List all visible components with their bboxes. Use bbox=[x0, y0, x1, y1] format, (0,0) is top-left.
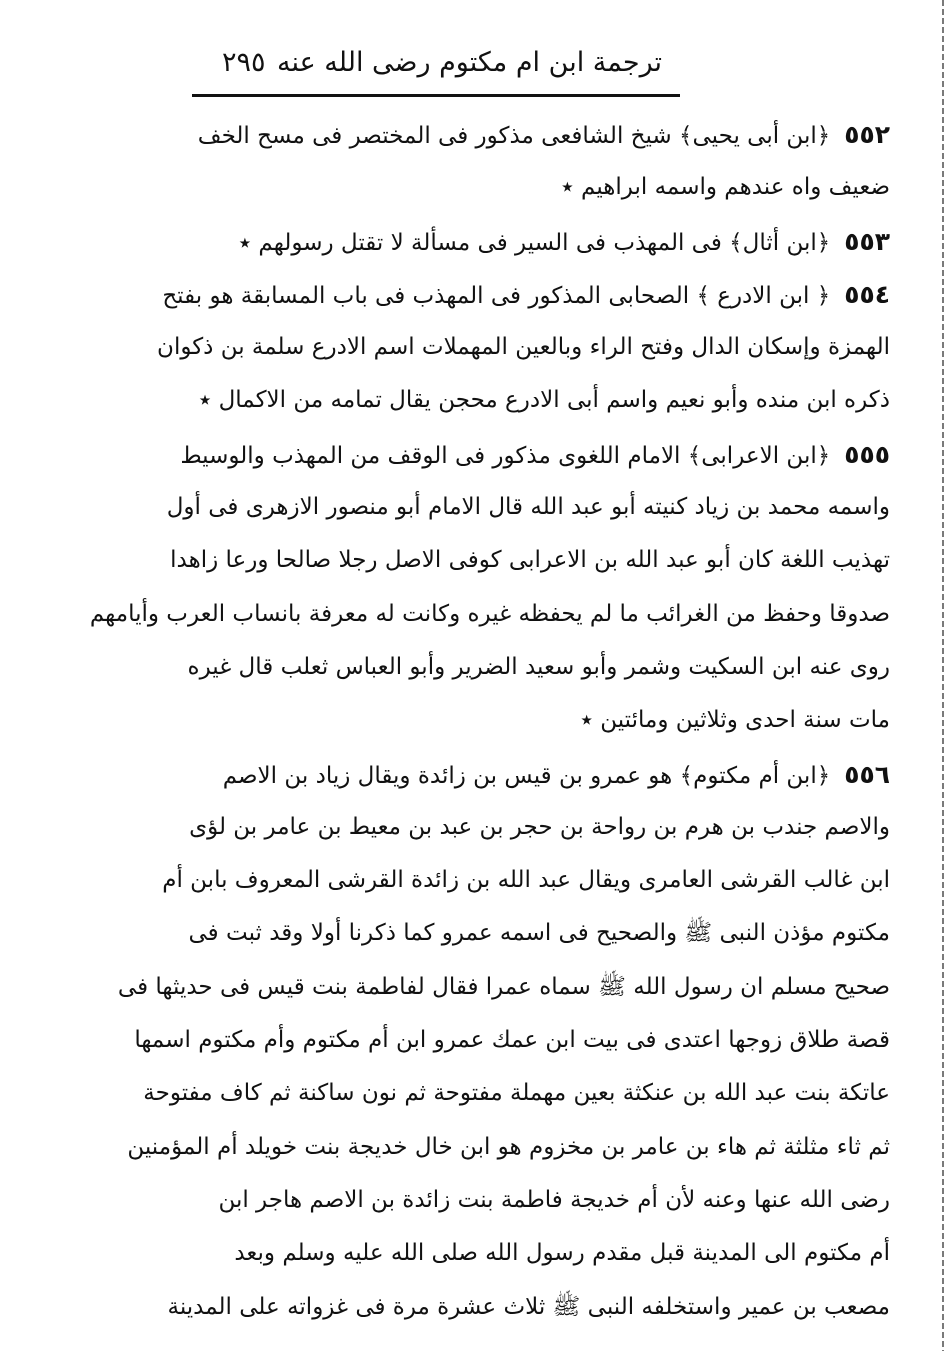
entry-number: ٥٥٤ bbox=[844, 279, 890, 309]
line-text: ﴿ابن أم مكتوم﴾ هو عمرو بن قيس بن زائدة ويقال زياد بن الاصم bbox=[222, 762, 831, 789]
entry-first-line bbox=[180, 108, 890, 161]
text-line bbox=[166, 481, 890, 534]
line-text: مصعب بن عمير واستخلفه النبى ﷺ ثلاث عشرة مرة فى غزواته على المدينة bbox=[167, 1293, 890, 1320]
entry-first-line bbox=[180, 748, 890, 801]
text-line bbox=[180, 641, 890, 694]
text-line bbox=[170, 534, 890, 587]
line-text: روى عنه ابن السكيت وشمر وأبو سعيد الضرير وأبو العباس ثعلب قال غيره bbox=[187, 653, 890, 680]
line-text: أم مكتوم الى المدينة قبل مقدم رسول الله صلى الله عليه وسلم وبعد bbox=[234, 1240, 890, 1267]
entry-number: ٥٥٢ bbox=[844, 120, 890, 149]
text-line bbox=[134, 1014, 890, 1067]
text-line bbox=[180, 1174, 890, 1227]
text-line bbox=[180, 1227, 890, 1280]
running-header bbox=[200, 38, 670, 88]
line-text: ثم ثاء مثلثة ثم هاء بن عامر بن مخزوم هو ابن خال خديجة بنت خويلد أم المؤمنين bbox=[127, 1133, 890, 1160]
line-text: ضعيف واه عندهم واسمه ابراهيم ٭ bbox=[561, 174, 890, 201]
header-title: ترجمة ابن ام مكتوم رضى الله عنه bbox=[276, 47, 662, 78]
line-text: عاتكة بنت عبد الله بن عنكثة بعين مهملة مفتوحة ثم نون ساكنة ثم كاف مفتوحة bbox=[143, 1080, 890, 1107]
entry-first-line bbox=[180, 215, 890, 268]
line-text: ابن غالب القرشى العامرى ويقال عبد الله بن زائدة القرشى المعروف بابن أم bbox=[162, 867, 890, 894]
line-text: ذكره ابن منده وأبو نعيم واسم أبى الادرع محجن يقال تمامه من الاكمال ٭ bbox=[198, 387, 890, 414]
line-text: ﴿ ابن الادرع ﴾ الصحابى المذكور فى المهذب فى باب المسابقة هو بفتح bbox=[162, 282, 831, 309]
line-text: صحيح مسلم ان رسول الله ﷺ سماه عمرا فقال لفاطمة بنت قيس فى حديثها فى bbox=[117, 973, 890, 1000]
text-line bbox=[180, 374, 890, 427]
line-text: ﴿ابن أبى يحيى﴾ شيخ الشافعى مذكور فى المختصر فى مسح الخف bbox=[197, 123, 831, 149]
entry-first-line bbox=[162, 268, 890, 321]
page-number: ٢٩٥ bbox=[222, 47, 266, 78]
line-text: قصة طلاق زوجها اعتدى فى بيت ابن عمك عمرو ابن أم مكتوم وأم مكتوم اسمها bbox=[134, 1027, 890, 1054]
text-line bbox=[162, 854, 890, 907]
entry-number: ٥٥٣ bbox=[844, 226, 890, 256]
line-text: صدوقا وحفظ من الغرائب ما لم يحفظه غيره وكانت له معرفة بانساب العرب وأيامهم bbox=[89, 600, 890, 627]
text-line bbox=[180, 907, 890, 960]
line-text: تهذيب اللغة كان أبو عبد الله بن الاعرابى كوفى الاصل رجلا صالحا ورعا زاهدا bbox=[170, 547, 890, 574]
line-text: واسمه محمد بن زياد كنيته أبو عبد الله قال الامام أبو منصور الازهرى فى أول bbox=[166, 494, 890, 521]
text-line bbox=[180, 801, 890, 854]
header-rule bbox=[192, 94, 680, 97]
entry-first-line bbox=[180, 428, 890, 481]
page-edge-line bbox=[942, 0, 944, 1351]
entry-number: ٥٥٥ bbox=[844, 439, 890, 469]
line-text: والاصم جندب بن هرم بن رواحة بن حجر بن عبد بن معيط بن عامر بن لؤى bbox=[189, 813, 890, 840]
line-text: الهمزة وإسكان الدال وفتح الراء وبالعين المهملات اسم الادرع سلمة بن ذكوان bbox=[157, 334, 890, 361]
text-line bbox=[157, 321, 890, 374]
text-line bbox=[117, 961, 890, 1014]
text-line bbox=[180, 161, 890, 214]
line-text: ﴿ابن الاعرابى﴾ الامام اللغوى مذكور فى الوقف من المهذب والوسيط bbox=[180, 442, 831, 469]
line-text: مكتوم مؤذن النبى ﷺ والصحيح فى اسمه عمرو كما ذكرنا أولا وقد ثبت فى bbox=[188, 920, 890, 947]
text-line bbox=[127, 1121, 890, 1174]
text-line bbox=[143, 1067, 890, 1120]
line-text: ﴿ابن أثال﴾ فى المهذب فى السير فى مسألة لا تقتل رسولهم ٭ bbox=[238, 229, 831, 256]
text-line bbox=[167, 1281, 890, 1334]
line-text: رضى الله عنها وعنه لأن أم خديجة فاطمة بنت زائدة بن الاصم هاجر ابن bbox=[218, 1186, 890, 1213]
line-text: مات سنة احدى وثلاثين ومائتين ٭ bbox=[580, 707, 890, 734]
text-line bbox=[89, 588, 890, 641]
body-text bbox=[89, 108, 890, 1334]
text-line bbox=[180, 694, 890, 747]
entry-number: ٥٥٦ bbox=[844, 759, 890, 789]
